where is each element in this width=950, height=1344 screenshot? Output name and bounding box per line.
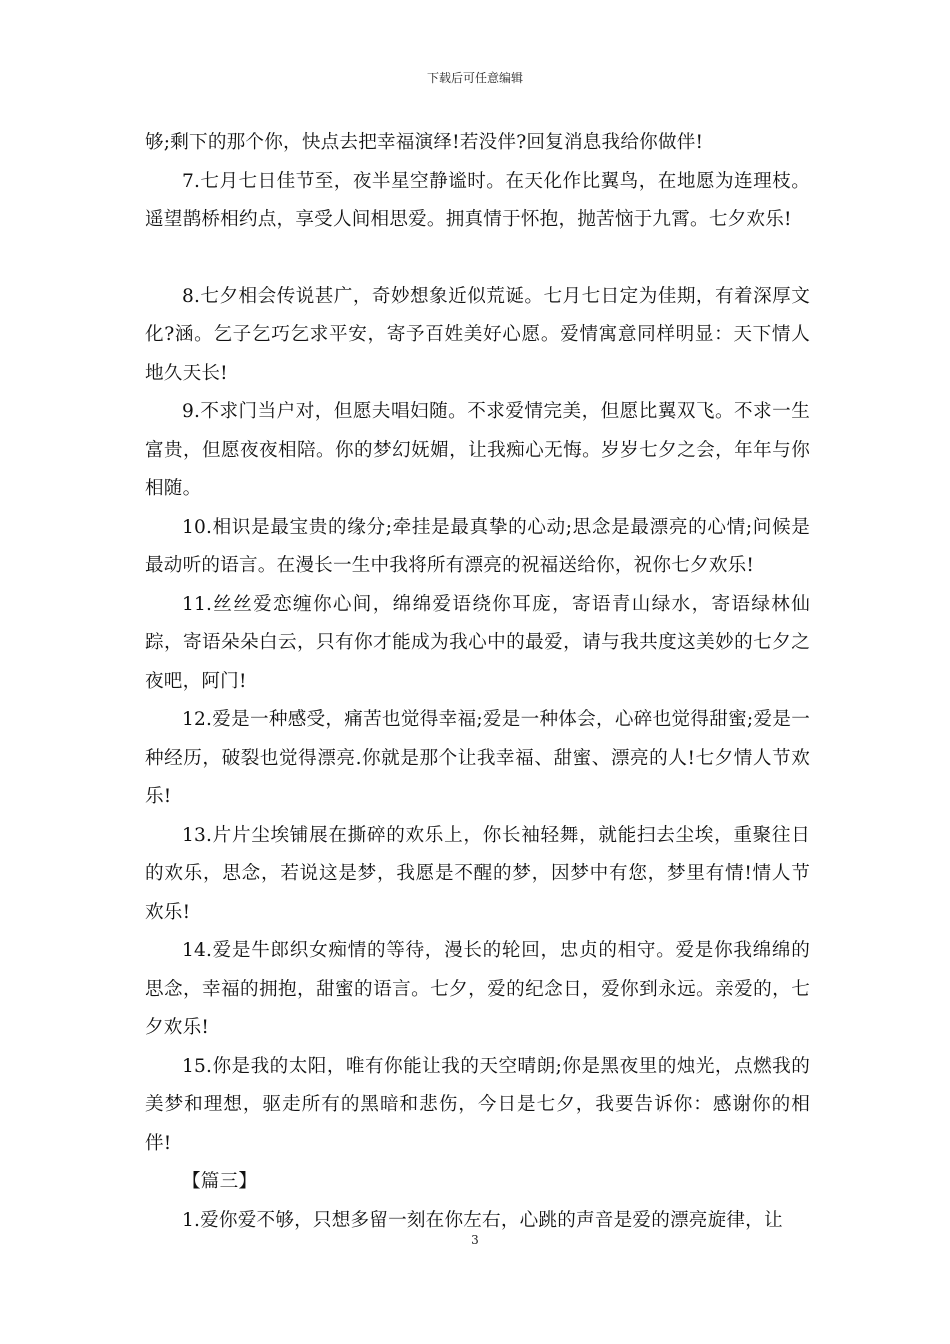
paragraph-continuation: 够;剩下的那个你，快点去把幸福演绎!若没伴?回复消息我给你做伴! xyxy=(145,132,704,153)
paragraph-item-7: 7.七月七日佳节至，夜半星空静谧时。在天化作比翼鸟，在地愿为连理枝。遥望鹊桥相约点，享受人间相思爱。拥真情于怀抱，抛苦恼于九霄。七夕欢乐! xyxy=(145,170,810,230)
page-header: 下载后可任意编辑 xyxy=(426,71,523,85)
page-number: 3 xyxy=(471,1233,479,1247)
paragraph-item-1: 1.爱你爱不够，只想多留一刻在你左右，心跳的声音是爱的漂亮旋律，让 xyxy=(182,1209,783,1231)
paragraph-item-11: 11.丝丝爱恋缠你心间，绵绵爱语绕你耳庞，寄语青山绿水，寄语绿林仙踪，寄语朵朵白云，只有你才能成为我心中的最爱，请与我共度这美妙的七夕之夜吧，阿门! xyxy=(145,593,810,692)
paragraph-item-10: 10.相识是最宝贵的缘分;牵挂是最真挚的心动;思念是最漂亮的心情;问候是最动听的语言。在漫长一生中我将所有漂亮的祝福送给你，祝你七夕欢乐! xyxy=(145,516,810,576)
paragraph-item-14: 14.爱是牛郎织女痴情的等待，漫长的轮回，忠贞的相守。爱是你我绵绵的思念，幸福的拥抱，甜蜜的语言。七夕，爱的纪念日，爱你到永远。亲爱的，七夕欢乐! xyxy=(145,940,810,1038)
section-heading: 【篇三】 xyxy=(182,1171,258,1192)
paragraph-item-15: 15.你是我的太阳，唯有你能让我的天空晴朗;你是黑夜里的烛光，点燃我的美梦和理想，驱走所有的黑暗和悲伤，今日是七夕，我要告诉你：感谢你的相伴! xyxy=(145,1055,810,1154)
paragraph-item-13: 13.片片尘埃铺展在撕碎的欢乐上，你长袖轻舞，就能扫去尘埃，重聚往日的欢乐，思念，若说这是梦，我愿是不醒的梦，因梦中有您，梦里有情!情人节欢乐! xyxy=(145,824,810,923)
paragraph-item-12: 12.爱是一种感受，痛苦也觉得幸福;爱是一种体会，心碎也觉得甜蜜;爱是一种经历，破裂也觉得漂亮.你就是那个让我幸福、甜蜜、漂亮的人!七夕情人节欢乐! xyxy=(145,709,810,807)
paragraph-item-8: 8.七夕相会传说甚广，奇妙想象近似荒诞。七月七日定为佳期，有着深厚文化?涵。乞子乞巧乞求平安，寄予百姓美好心愿。爱情寓意同样明显：天下情人地久天长! xyxy=(145,285,810,384)
document-body xyxy=(145,124,810,1240)
paragraph-gap xyxy=(145,240,810,278)
paragraph-item-9: 9.不求门当户对，但愿夫唱妇随。不求爱情完美，但愿比翼双飞。不求一生富贵，但愿夜夜相陪。你的梦幻妩媚，让我痴心无悔。岁岁七夕之会，年年与你相随。 xyxy=(145,401,810,499)
